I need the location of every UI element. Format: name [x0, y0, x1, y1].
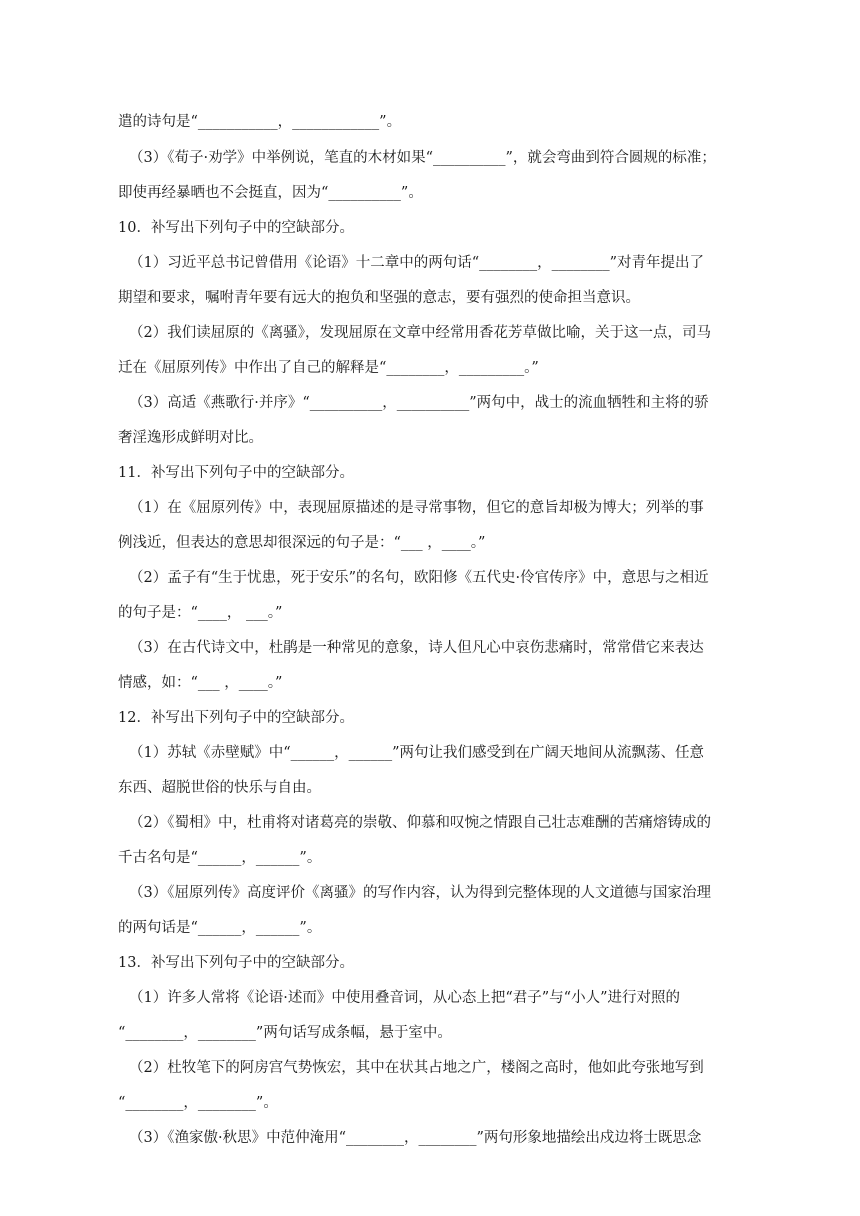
question-heading: 13．补写出下列句子中的空缺部分。 [118, 955, 354, 971]
question-heading: 12．补写出下列句子中的空缺部分。 [118, 710, 354, 726]
question-heading: 10．补写出下列句子中的空缺部分。 [118, 220, 354, 236]
item-line: （2）我们读屈原的《离骚》，发现屈原在文章中经常用香花芳草做比喻，关于这一点，司马 [129, 325, 711, 341]
text-line: “________，________”。 [118, 1095, 278, 1111]
item-line: （3）《荀子·劝学》中举例说，笔直的木材如果“__________”，就会弯曲到符合圆规的标准； [129, 150, 716, 166]
item-line: （1）在《屈原列传》中，表现屈原描述的是寻常事物，但它的意旨却极为博大；列举的事 [129, 500, 704, 516]
item-line: （1）苏轼《赤壁赋》中“______，______”两句让我们感受到在广阔天地间从流飘荡、任意 [129, 745, 705, 761]
text-line: 遣的诗句是“___________，____________”。 [118, 114, 402, 130]
item-line: （2）《蜀相》中，杜甫将对诸葛亮的崇敬、仰慕和叹惋之情跟自己壮志难酬的苦痛熔铸成的 [129, 815, 711, 831]
text-line: 的句子是：“____， ___。” [118, 605, 283, 621]
text-line: 例浅近，但表达的意思却很深远的句子是：“___ ，____。” [118, 535, 486, 551]
text-line: 即使再经暴晒也不会挺直，因为“__________”。 [118, 185, 423, 201]
item-line: （1）习近平总书记曾借用《论语》十二章中的两句话“________，________”对青年提出了 [129, 255, 705, 271]
item-line: （3）《渔家傲·秋思》中范仲淹用“________，________”两句形象地描绘出戍边将士既思念 [129, 1130, 702, 1146]
text-line: 奢淫逸形成鲜明对比。 [118, 430, 263, 446]
item-line: （3）高适《燕歌行·并序》“__________，__________”两句中，战士的流血牺牲和主将的骄 [129, 395, 709, 411]
text-line: 期望和要求，嘱咐青年要有远大的抱负和坚强的意志，要有强烈的使命担当意识。 [118, 290, 640, 306]
text-line: “________，________”两句话写成条幅，悬于室中。 [118, 1025, 452, 1041]
item-line: （2）孟子有“生于忧患，死于安乐”的名句，欧阳修《五代史·伶官传序》中，意思与之相近 [129, 570, 709, 586]
text-line: 东西、超脱世俗的快乐与自由。 [118, 780, 321, 796]
item-line: （1）许多人常将《论语·述而》中使用叠音词，从心态上把“君子”与“小人”进行对照的 [129, 990, 680, 1006]
item-line: （3）《屈原列传》高度评价《离骚》的写作内容，认为得到完整体现的人文道德与国家治理 [129, 885, 711, 901]
text-line: 的两句话是“______，______”。 [118, 920, 322, 936]
text-line: 情感，如：“___ ，____。” [118, 675, 283, 691]
text-line: 千古名句是“______，______”。 [118, 850, 322, 866]
item-line: （2）杜牧笔下的阿房宫气势恢宏，其中在状其占地之广，楼阁之高时，他如此夸张地写到 [129, 1060, 704, 1076]
text-line: 迁在《屈原列传》中作出了自己的解释是“________，_________。” [118, 360, 539, 376]
question-heading: 11．补写出下列句子中的空缺部分。 [118, 465, 354, 481]
item-line: （3）在古代诗文中，杜鹃是一种常见的意象，诗人但凡心中哀伤悲痛时，常常借它来表达 [129, 640, 704, 656]
